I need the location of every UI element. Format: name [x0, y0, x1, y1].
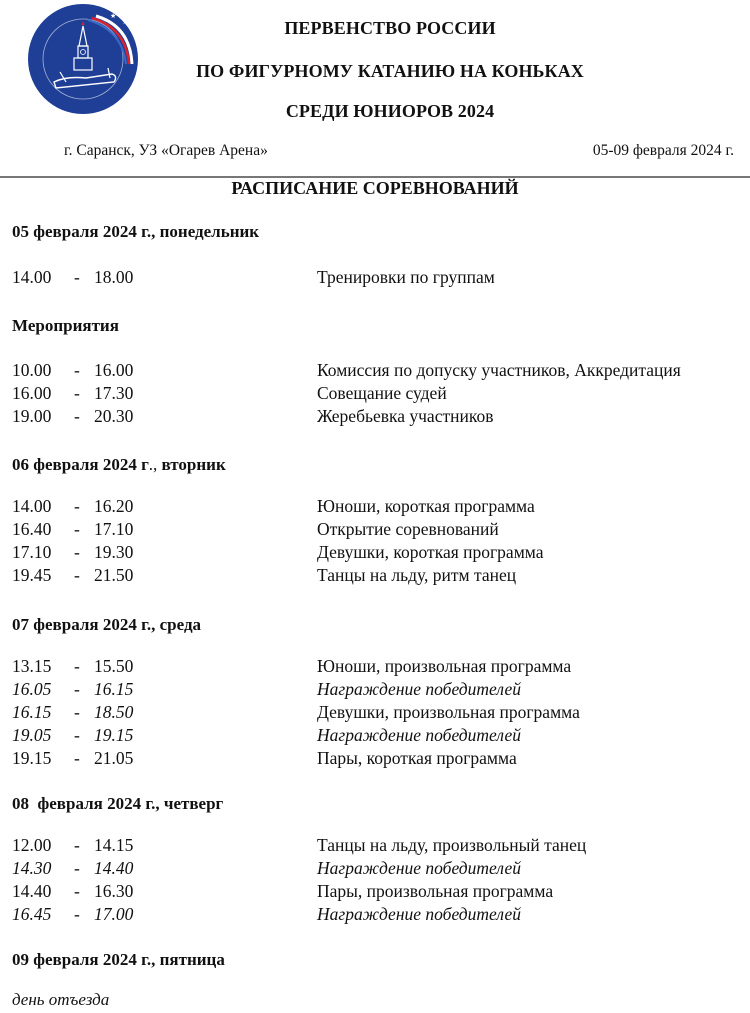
end-time: 16.30 — [94, 881, 134, 901]
venue-text: г. Саранск, УЗ «Огарев Арена» — [64, 142, 268, 159]
schedule-row — [12, 382, 750, 405]
start-time: 14.00 — [12, 267, 52, 287]
start-time: 19.45 — [12, 565, 52, 585]
day-section — [12, 316, 750, 336]
time-separator: - — [74, 835, 80, 855]
schedule-row — [12, 518, 750, 541]
time-separator: - — [74, 881, 80, 901]
schedule-rows — [12, 266, 750, 289]
time-separator: - — [74, 748, 80, 768]
time-separator: - — [74, 858, 80, 878]
schedule-row — [12, 359, 750, 382]
day-section — [12, 455, 750, 475]
section-title: Мероприятия — [12, 316, 119, 335]
time-separator: - — [74, 656, 80, 676]
event-name: Тренировки по группам — [317, 267, 495, 287]
event-name: Награждение победителей — [317, 904, 521, 924]
start-time: 14.40 — [12, 881, 52, 901]
event-name: Награждение победителей — [317, 858, 521, 878]
event-name: Девушки, произвольная программа — [317, 702, 580, 722]
schedule-row — [12, 747, 750, 770]
start-time: 16.40 — [12, 519, 52, 539]
schedule-row-award — [12, 678, 750, 701]
event-name: Танцы на льду, произвольный танец — [317, 835, 587, 855]
end-time: 20.30 — [94, 406, 134, 426]
end-time: 16.20 — [94, 496, 134, 516]
federation-emblem-icon — [26, 2, 140, 116]
event-name: Открытие соревнований — [317, 519, 499, 539]
day-section — [12, 222, 750, 242]
time-separator: - — [74, 519, 80, 539]
document-heading: РАСПИСАНИЕ СОРЕВНОВАНИЙ — [231, 178, 519, 198]
end-time: 16.00 — [94, 360, 134, 380]
svg-text:★: ★ — [110, 12, 117, 20]
day-title-weekday: вторник — [157, 455, 226, 474]
end-time: 14.40 — [94, 858, 134, 878]
end-time: 14.15 — [94, 835, 134, 855]
schedule-rows — [12, 655, 750, 770]
start-time: 16.15 — [12, 702, 52, 722]
start-time: 10.00 — [12, 360, 52, 380]
end-time: 19.30 — [94, 542, 134, 562]
schedule-row — [12, 266, 750, 289]
event-name: Юноши, произвольная программа — [317, 656, 572, 676]
time-separator: - — [74, 679, 80, 699]
start-time: 19.00 — [12, 406, 52, 426]
time-separator: - — [74, 904, 80, 924]
time-separator: - — [74, 542, 80, 562]
end-time: 21.50 — [94, 565, 134, 585]
end-time: 21.05 — [94, 748, 134, 768]
event-title-line-2: ПО ФИГУРНОМУ КАТАНИЮ НА КОНЬКАХ — [196, 61, 584, 81]
schedule-row-award — [12, 857, 750, 880]
schedule-rows — [12, 495, 750, 587]
event-dates-text: 05-09 февраля 2024 г. — [592, 142, 734, 159]
time-separator: - — [74, 565, 80, 585]
day-title: 09 февраля 2024 г., пятница — [12, 950, 225, 969]
day-section — [12, 794, 750, 814]
schedule-row — [12, 834, 750, 857]
event-name: Девушки, короткая программа — [317, 542, 544, 562]
event-title-line-1: ПЕРВЕНСТВО РОССИИ — [284, 18, 496, 38]
departure-day-note: день отъезда — [12, 990, 110, 1009]
day-section — [12, 615, 750, 635]
start-time: 14.00 — [12, 496, 52, 516]
schedule-row — [12, 405, 750, 428]
end-time: 17.00 — [94, 904, 134, 924]
end-time: 17.10 — [94, 519, 134, 539]
start-time: 17.10 — [12, 542, 52, 562]
svg-text:★: ★ — [122, 18, 129, 26]
time-separator: - — [74, 496, 80, 516]
event-title-line-3: СРЕДИ ЮНИОРОВ 2024 — [285, 101, 495, 121]
day-title: 05 февраля 2024 г., понедельник — [12, 222, 260, 241]
time-separator: - — [74, 702, 80, 722]
start-time: 16.00 — [12, 383, 52, 403]
schedule-row — [12, 655, 750, 678]
start-time: 16.05 — [12, 679, 52, 699]
end-time: 15.50 — [94, 656, 134, 676]
event-name: Танцы на льду, ритм танец — [317, 565, 517, 585]
end-time: 16.15 — [94, 679, 134, 699]
start-time: 12.00 — [12, 835, 52, 855]
day-section — [12, 950, 750, 970]
schedule-row — [12, 701, 750, 724]
schedule-row-award — [12, 724, 750, 747]
day-title-punct: ., — [148, 455, 158, 474]
event-name: Награждение победителей — [317, 679, 521, 699]
end-time: 18.00 — [94, 267, 134, 287]
event-name: Комиссия по допуску участников, Аккредитация — [317, 360, 681, 380]
day-title: 07 февраля 2024 г., среда — [12, 615, 202, 634]
schedule-row — [12, 541, 750, 564]
time-separator: - — [74, 383, 80, 403]
event-name: Награждение победителей — [317, 725, 521, 745]
start-time: 13.15 — [12, 656, 52, 676]
schedule-row — [12, 495, 750, 518]
schedule-row — [12, 880, 750, 903]
time-separator: - — [74, 725, 80, 745]
event-name: Жеребьевка участников — [317, 406, 494, 426]
start-time: 19.15 — [12, 748, 52, 768]
time-separator: - — [74, 267, 80, 287]
event-name: Совещание судей — [317, 383, 447, 403]
schedule-rows — [12, 834, 750, 926]
start-time: 14.30 — [12, 858, 52, 878]
schedule-row-award — [12, 903, 750, 926]
end-time: 19.15 — [94, 725, 134, 745]
event-name: Пары, произвольная программа — [317, 881, 554, 901]
day-note-wrap — [12, 990, 750, 1010]
end-time: 17.30 — [94, 383, 134, 403]
day-title — [12, 455, 750, 475]
day-title: 08 февраля 2024 г., четверг — [12, 794, 224, 813]
event-name: Юноши, короткая программа — [317, 496, 535, 516]
schedule-rows — [12, 359, 750, 428]
time-separator: - — [74, 360, 80, 380]
day-title-date: 06 февраля 2024 г — [12, 455, 149, 474]
schedule-row — [12, 564, 750, 587]
end-time: 18.50 — [94, 702, 134, 722]
event-name: Пары, короткая программа — [317, 748, 517, 768]
time-separator: - — [74, 406, 80, 426]
start-time: 19.05 — [12, 725, 52, 745]
start-time: 16.45 — [12, 904, 52, 924]
